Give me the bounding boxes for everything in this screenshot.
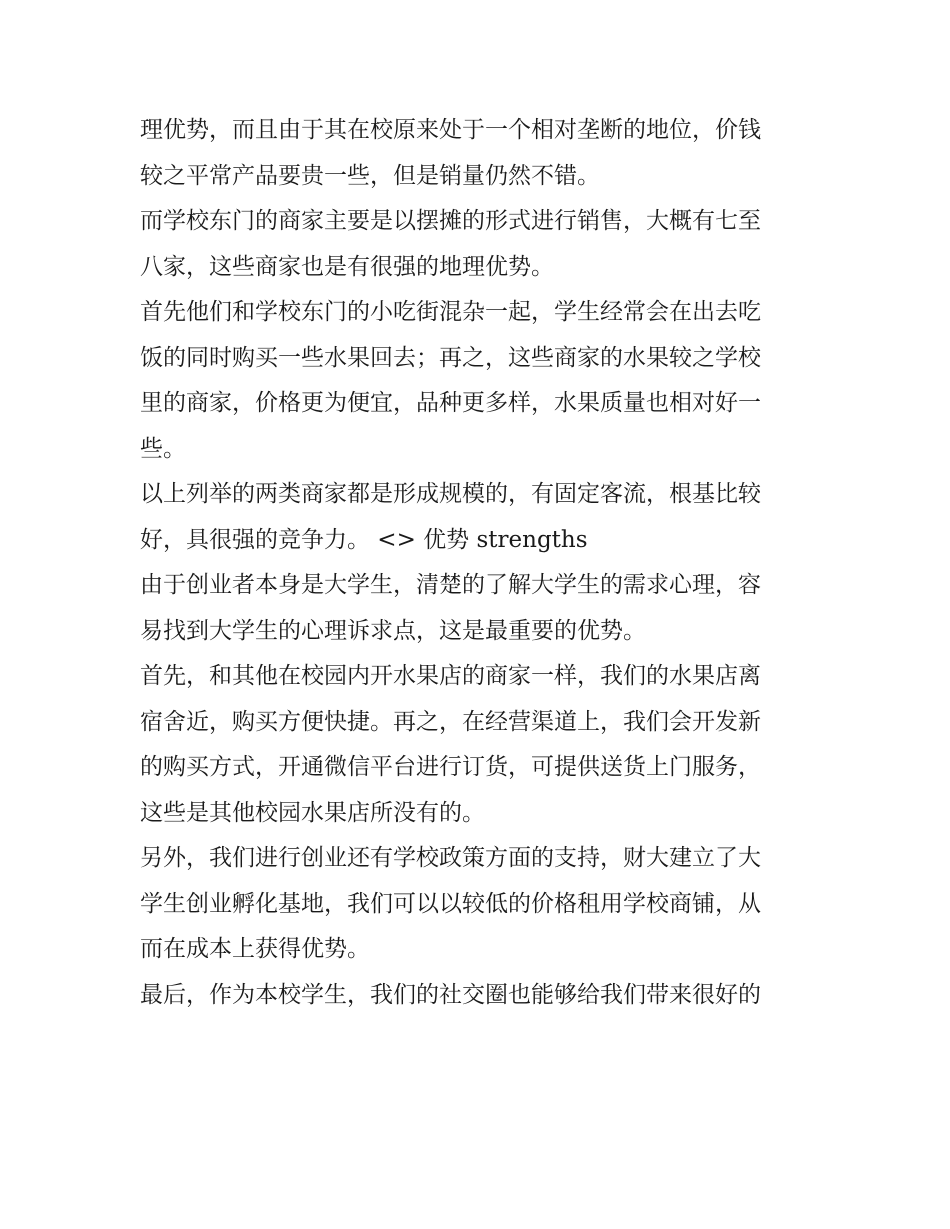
text-line: 这些是其他校园水果店所没有的。 [140, 799, 485, 826]
text-line: 而学校东门的商家主要是以摆摊的形式进行销售，大概有七至 [140, 208, 761, 234]
text-line: 而在成本上获得优势。 [140, 936, 370, 962]
body-text [140, 108, 816, 1018]
text-line: 另外，我们进行创业还有学校政策方面的支持，财大建立了大 [140, 845, 761, 871]
text-line: 最后，作为本校学生，我们的社交圈也能够给我们带来很好的 [140, 981, 761, 1008]
text-line: 的购买方式，开通微信平台进行订货，可提供送货上门服务， [140, 754, 761, 780]
text-line: 以上列举的两类商家都是形成规模的，有固定客流，根基比较 [140, 481, 761, 507]
text-line: 首先，和其他在校园内开水果店的商家一样，我们的水果店离 [140, 663, 761, 689]
text-line: 些。 [140, 435, 186, 462]
text-line: 宿舍近，购买方便快捷。再之，在经营渠道上，我们会开发新 [140, 708, 761, 735]
text-line: 首先他们和学校东门的小吃街混杂一起，学生经常会在出去吃 [140, 299, 761, 325]
text-line: 饭的同时购买一些水果回去；再之，这些商家的水果较之学校 [140, 344, 761, 371]
text-line: 易找到大学生的心理诉求点，这是最重要的优势。 [140, 617, 646, 644]
text-line: 由于创业者本身是大学生，清楚的了解大学生的需求心理，容 [140, 572, 761, 598]
text-line: 理优势，而且由于其在校原来处于一个相对垄断的地位，价钱 [140, 117, 761, 143]
text-line: 较之平常产品要贵一些，但是销量仍然不错。 [140, 162, 600, 189]
text-line: 里的商家，价格更为便宜，品种更多样，水果质量也相对好一 [140, 390, 761, 416]
text-line-strengths-heading: 好，具很强的竞争力。 <> 优势 strengths [140, 526, 588, 553]
text-line: 学生创业孵化基地，我们可以以较低的价格租用学校商铺，从 [140, 890, 761, 917]
text-line: 八家，这些商家也是有很强的地理优势。 [140, 253, 554, 280]
